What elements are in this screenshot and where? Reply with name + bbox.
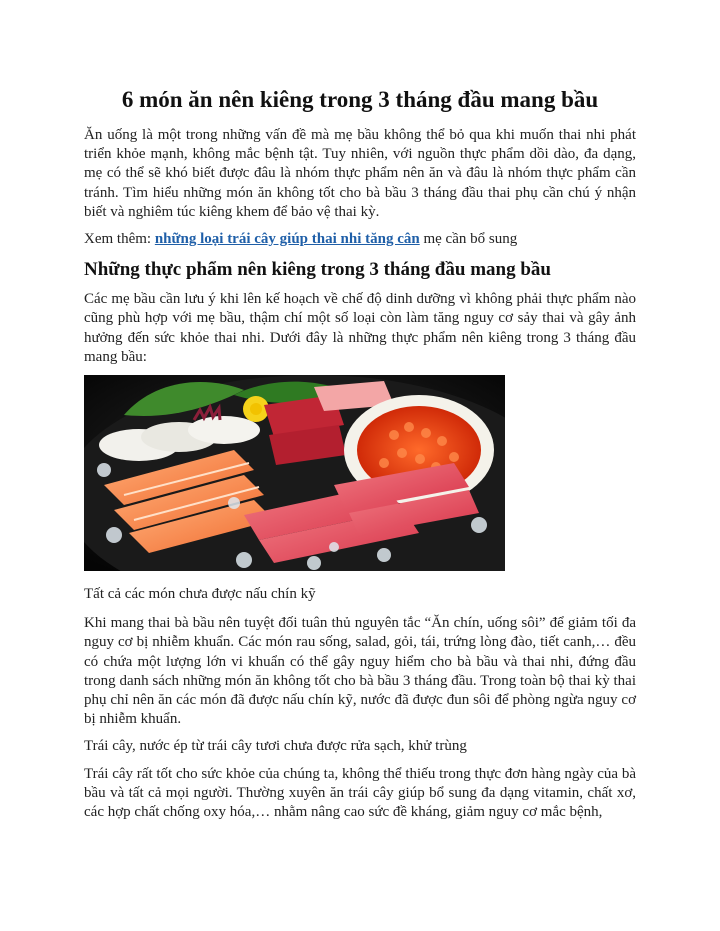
- section-intro-paragraph: Các mẹ bầu cần lưu ý khi lên kế hoạch về chế độ dinh dưỡng vì không phải thực phẩm nào cũng phù hợp với mẹ bầu, thậm chí một số loại còn làm tăng nguy cơ sảy thai và gây ảnh hưởng đến sức khỏe thai nhi. Dưới đây là những thực phẩm nên kiêng trong 3 tháng đầu mang bầu:: [84, 291, 636, 365]
- see-also-suffix: mẹ cần bổ sung: [419, 231, 518, 248]
- section-heading: Những thực phẩm nên kiêng trong 3 tháng đầu mang bầu: [84, 259, 551, 281]
- item1-heading: Tất cả các món chưa được nấu chín kỹ: [84, 586, 316, 603]
- item1-paragraph: Khi mang thai bà bầu nên tuyệt đối tuân thủ nguyên tắc “Ăn chín, uống sôi” để giảm tối đa nguy cơ bị nhiễm khuẩn. Các món rau sống, salad, gỏi, tái, trứng lòng đào, tiết canh,… đều có chứa một lượng lớn vi khuẩn có thể gây nguy hiểm cho bà bầu và thai nhi, đứng đầu trong danh sách những món ăn không tốt cho bà bầu 3 tháng đầu. Trong toàn bộ thai kỳ thai phụ chỉ nên ăn các món đã được nấu chín kỹ, nước đã được đun sôi để phòng ngừa nguy cơ bị nhiễm khuẩn.: [84, 615, 636, 728]
- item2-heading: Trái cây, nước ép từ trái cây tươi chưa được rửa sạch, khử trùng: [84, 738, 467, 755]
- sashimi-platter-photo: [84, 375, 505, 571]
- see-also-link[interactable]: những loại trái cây giúp thai nhi tăng cân: [154, 231, 420, 248]
- document-page: [84, 86, 636, 830]
- item2-paragraph: Trái cây rất tốt cho sức khỏe của chúng ta, không thể thiếu trong thực đơn hàng ngày của bà bầu và tất cả mọi người. Thường xuyên ăn trái cây giúp bổ sung đa dạng vitamin, chất xơ, các hợp chất chống oxy hóa,… nhằm nâng cao sức đề kháng, giảm nguy cơ mắc bệnh,: [84, 765, 636, 821]
- article-title: 6 món ăn nên kiêng trong 3 tháng đầu mang bầu: [121, 87, 599, 112]
- see-also-prefix: Xem thêm:: [84, 231, 155, 248]
- intro-paragraph: Ăn uống là một trong những vấn đề mà mẹ bầu không thể bỏ qua khi muốn thai nhi phát triển khỏe mạnh, không mắc bệnh tật. Tuy nhiên, với nguồn thực phẩm dồi dào, đa dạng, mẹ có thể sẽ khó biết được đâu là nhóm thực phẩm nên ăn và đâu là nhóm thực phẩm cần tránh. Tìm hiểu những món ăn không tốt cho bà bầu 3 tháng đầu thai phụ cần chú ý nhận biết và nghiêm túc kiêng khem để bảo vệ thai kỳ.: [84, 127, 636, 220]
- see-also-line: [84, 230, 636, 249]
